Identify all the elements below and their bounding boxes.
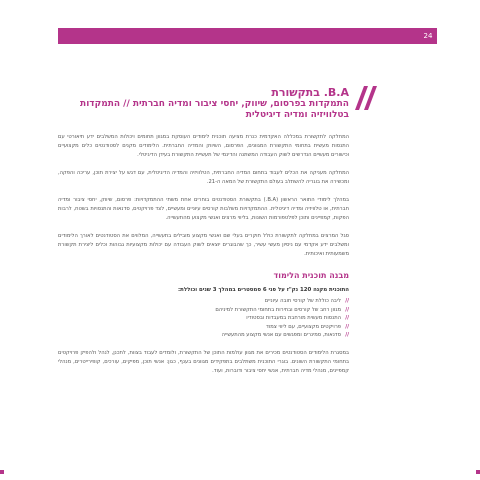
slash-bullet-icon: // [345, 306, 349, 313]
list-item-text: סדנאות, סמינרים ומפגשים עם אנשי מקצוע מהתעשייה [221, 332, 341, 338]
list-item-text: מגוון רחב של קורסים ובחירות בתחומי התקשורת למיניהם [215, 306, 341, 313]
list-item [58, 323, 349, 332]
program-lead: התוכנית מקנה 120 נק"ז על פני 6 סמסטרים במהלך 3 שנים וכוללת: [177, 287, 349, 293]
crop-mark-right [476, 470, 480, 474]
top-bar [0, 0, 480, 20]
list-item [58, 297, 349, 306]
program-section-title: מבנה תוכנית הלימוד [273, 271, 349, 280]
list-item [58, 306, 349, 315]
list-item [58, 314, 349, 323]
list-item-text: פרויקטים מקצועיים, עם ליווי צמוד [266, 323, 341, 330]
list-item [58, 331, 349, 340]
page-number: 24 [423, 32, 433, 40]
slash-bullet-icon: // [345, 323, 349, 330]
crop-mark-left [0, 470, 4, 474]
program-list [58, 297, 349, 340]
page-content [58, 86, 349, 385]
program-closing-paragraph: במסגרת הלימודים הסטודנטים מכירים את מגוון עולמות התוכן של התקשורת, ולומדים לעבוד בצוות, לתכנן, לנהל ולהפיק פרויקטים בתחומי התקשורת השונים. בוגרי התוכנית משתלבים בתפקידים מגוונים בענף, כגון: אנשי תוכן, מפיקים, עורכים, קופירייטרים, מנהלי קמפיינים, מנהלי מדיה חברתית, אנשי יחסי ציבור ודוברות, ועוד. [58, 349, 349, 374]
intro-paragraph-1: המחלקה לתקשורת במכללה האקדמית כנרת מציעה תוכנית לימודים העוסקת במגוון תחומים ויכולות המשלבים ידע תיאורטי עם התנסות מעשית בתחומי התקשורת המגוונים, הפרסום, השיווק והמדיה החברתית. הלימודים מקנים לסטודנטים כלים מקצועיים וכישורים מעשיים הנדרשים לשוק העבודה המשתנה והדינמי של תעשיית התקשורת בעידן הדיגיטלי. [58, 134, 349, 158]
page-title: B.A. בתקשורת [271, 86, 349, 99]
double-slash-icon [355, 86, 377, 110]
slash-bullet-icon: // [345, 315, 349, 321]
intro-paragraph-3: במהלך לימודי התואר הראשון (B.A.) בתקשורת הסטודנטים בוחרים אחת משתי ההתמקדויות: פרסום, שיווק, יחסי ציבור ומדיה חברתית, או טלוויזיה ומדיה דיגיטלית. ההתמקדויות משלבות קורסים עיוניים ומעשיים, לצד פרויקטים, סדנאות והתנסויות בשטח, לרבות הפקות, קמפיינים ותוכן לפלטפורמות השונות, בליווי מרצים ואנשי מקצוע מהתעשייה. [58, 197, 349, 221]
slash-bullet-icon: // [345, 298, 349, 304]
list-item-text: ליבה כוללת של קורסי חובה עיוניים [264, 298, 341, 304]
intro-paragraph-4: סגל המרצים במחלקה לתקשורת כולל חוקרים בעלי שם ואנשי מקצוע מובילים בתעשייה, המלווים את הסטודנטים לאורך הלימודים ומשלבים ידע אקדמי עם ניסיון מעשי עשיר, כך שהבוגרים יוצאים לשוק העבודה עם יכולות מקצועיות גבוהות וכלים ליצירת תקשורת משמעותית ואיכותית. [58, 233, 349, 257]
page-header-bar [58, 28, 437, 44]
intro-paragraph-2: המחלקה מעניקה את הכלים לעבוד בתחום המדיה החברתית, הטלוויזיה והמדיה הדיגיטלית, עם דגש על יצירת תוכן, עריכה והפקה, ומכשירה את בוגריה להשתלב בעולם התקשורת של המאה ה-21. [58, 170, 349, 185]
slash-bullet-icon: // [345, 332, 349, 338]
list-item-text: התנסות מעשית מורחבת במעבדות ובסטודיו [246, 315, 341, 321]
page-subtitle: התמקדות בפרסום, שיווק, יחסי ציבור ומדיה חברתית // התמקדות בטלוויזיה ומדיה דיגיטלית [80, 99, 349, 120]
